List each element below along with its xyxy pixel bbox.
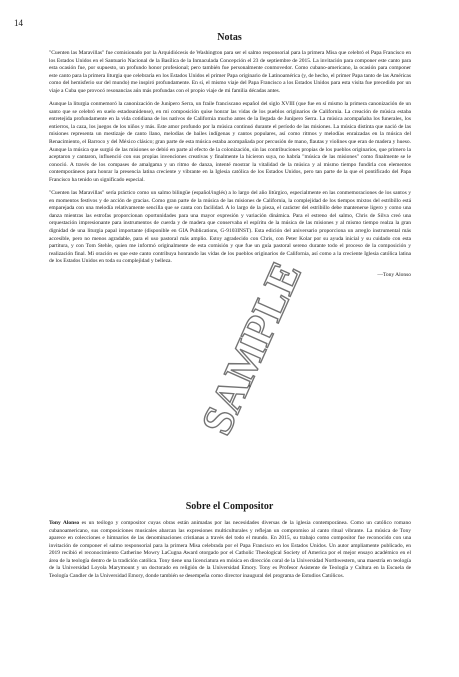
notes-body <box>49 50 411 285</box>
notes-paragraph-1: "Cuenten las Maravillas" fue comisionado por la Arquidiócesis de Washington para ser el salmo responsorial para la primera Misa que celebró el Papa Francisco en los Estados Unidos en el Santuario Nacional de la Basílica de la Inmaculada Concepción el 23 de septiembre de 2015. La invitación para componer este canto para esta ocasión fue, por supuesto, un profundo honor profesional; pero también fue personalmente conmovedor. Como cubano-americano, la ocasión para componer este canto para la primera liturgia que celebraría en los Estados Unidos el primer Papa originario de Latinoamérica (y, de hecho, el primer Papa tanto de las Américas como del hemisferio sur del mundo) me inspiró profundamente. En sí, el mismo viaje del Papa Francisco a los Estados Unidos para esta visita fue precedido por un viaje a Cuba que provocó resonancias aún más profundas con el propio viaje de mi familia décadas antes. <box>49 50 411 94</box>
about-text: es un teólogo y compositor cuyas obras están animadas por las necesidades diversas de la iglesia contemporánea. Como un católico romano cubanoamericano, sus composiciones musicales abarcan las expresiones multiculturales y reflejan un compromiso al canto ritual vibrante. La música de Tony aparece en colecciones e himnarios de las denominaciones cristianas a través del todo el mundo. En 2015, su trabajo como compositor fue reconocido con una invitación de componer el salmo responsorial para la primera Misa celebrada por el Papa Francisco en los Estados Unidos. Un autor ampliamente publicado, en 2019 recibió el reconocimiento Catherine Mowry LaCugna Award otorgado por el Catholic Theological Society of America por el mejor ensayo académico en el área de la teología dentro de la tradición católica. Tony tiene una licenciatura en música en dirección coral de la Universidad Northwestern, una maestría en teología de la Universidad Loyola Marymount y un doctorado en religión de la Universidad Emory. Tony es Profesor Asistente de Teología y Cultura en la Escuela de Teología Candler de la Universidad Emory, donde también se desempeña como director inaugural del programa de Estudios Católicos. <box>49 520 411 579</box>
about-body <box>49 520 411 586</box>
page-number: 14 <box>14 18 23 28</box>
watermark-text: SAMPLE <box>200 254 311 442</box>
about-paragraph <box>49 520 411 580</box>
notes-paragraph-2: Aunque la liturgia conmemoró la canonización de Junípero Serra, un fraile franciscano español del siglo XVIII (que fue en sí mismo la primera canonización de un santo que se celebró en suelo estadounidense), en mi composición quise honrar las vidas de los pueblos originarios de California. La creación de música estaba entretejida profundamente en la vida cotidiana de los nativos de California mucho antes de la llegada de Junípero Serra. La música acompañaba los funerales, los entierros, la caza, los juegos de los niños y más. Este amor profundo por la música continuó durante el período de las misiones. La música distinta que nació de las misiones representa un mestizaje de canto llano, melodías de bailes indígenas y cantos populares, así como ritmos y melodías enraizadas en la música del Renacimiento, el Barroco y del México clásico; gran parte de esta música estaba acompañada por percusión de mano, flautas y violines que eran de madera y hueso. Aunque la música que surgió de las misiones se debió en parte al efecto de la colonización, sin las contribuciones propias de los pueblos originarios, que primero la aceptaron y cantaron, influenció con sus propias invenciones creativas y finalmente la hicieron suya, no habría "música de las misiones" como finalmente se le conoció. A través de los compases de amalgama y un ritmo de danza, intenté mostrar la vitalidad de la música y al mismo tiempo fundirla con elementos contemporáneos para honrar la presencia latina creciente y vibrante en la Iglesia católica de los Estados Unidos, pero tan parte de la que el pontificado del Papa Francisco ha tenido un significado especial. <box>49 101 411 183</box>
notes-paragraph-3: "Cuenten las Maravillas" sería práctico como un salmo bilingüe (español/inglés) a lo largo del año litúrgico, especialmente en las conmemoraciones de los santos y en momentos festivos y de acción de gracias. Como gran parte de la música de las misiones de California, la complejidad de los tiempos mixtos del estribillo está emparejada con una melodía relativamente sencilla que se canta con facilidad. A lo largo de la pieza, el carácter del estribillo debe mantenerse ligero y como una danza mientras las estrofas proporcionan oportunidades para una mayor expresión y variación dinámica. Para el estreno del salmo, Chris de Silva creó una orquestación impresionante para instrumentos de cuerda y de madera que conservaba el espíritu de la música de las misiones y al mismo tiempo realza la gran dignidad de una liturgia papal importante (disponible en GIA Publications, G-9103INST). Esta edición del aniversario proporciona un arreglo instrumental más accesible, pero no menos agradable, para el uso pastoral más amplio. Estoy agradecido con Chris, con Peter Kolar por su ayuda inicial y su cuidado con esta partitura, y con Tom Stehle, quien me informó originalmente de esta comisión y que fue un guía pastoral sereno durante todo el proceso de la composición y realización final. Mi oración es que este canto contribuya honrando las vidas de los pueblos originarios de California, así como a la creciente Iglesia católica latina de los Estados Unidos en toda su complejidad y belleza. <box>49 190 411 265</box>
about-heading: Sobre el Compositor <box>185 501 274 512</box>
notes-heading: Notas <box>217 32 242 43</box>
composer-name: Tony Alonso <box>49 520 80 526</box>
notes-signature: —Tony Alonso <box>377 271 411 278</box>
